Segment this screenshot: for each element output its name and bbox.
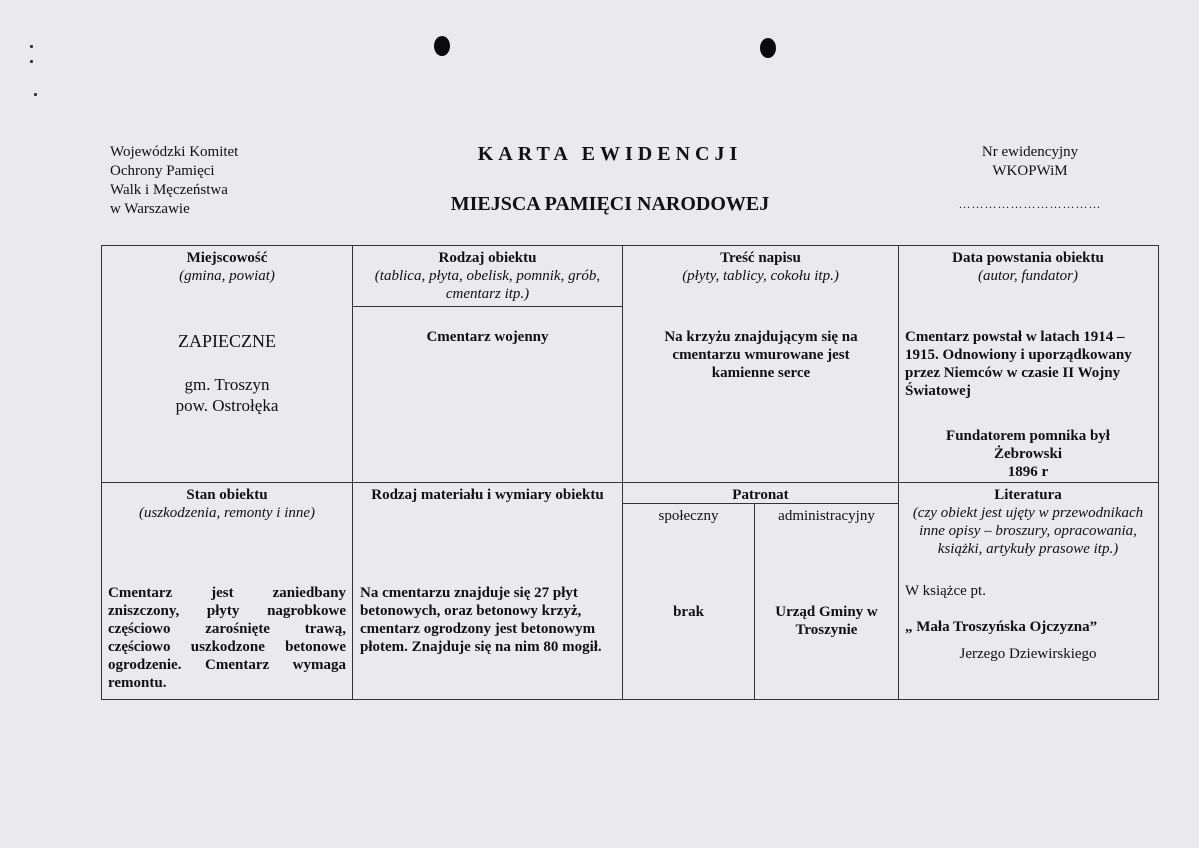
literature-author: Jerzego Dziewirskiego: [959, 646, 1097, 662]
org-line: Ochrony Pamięci: [110, 163, 215, 179]
location-commune: gm. Troszyn: [184, 375, 270, 394]
founder-name: Żebrowski: [993, 446, 1063, 462]
location-subheading: (gmina, powiat): [179, 268, 275, 284]
founder-block: [899, 427, 1157, 481]
table-divider: [754, 503, 755, 699]
punch-hole-left: [434, 36, 450, 56]
inscription-heading: Treść napisu: [720, 250, 801, 266]
table-divider: [352, 245, 353, 699]
object-type-subheading: (tablica, płyta, obelisk, pomnik, grób, cmentarz itp.): [374, 268, 601, 302]
location-value: [102, 330, 352, 416]
scan-speck: [34, 93, 37, 96]
object-type-heading: Rodzaj obiektu: [438, 250, 537, 266]
patronage-admin-label: administracyjny: [778, 508, 875, 524]
location-county: pow. Ostrołęka: [175, 396, 279, 415]
patronage-social-label: społeczny: [658, 508, 719, 524]
literature-heading: Literatura: [994, 487, 1062, 503]
founder-line: Fundatorem pomnika był: [946, 428, 1110, 444]
material-heading: Rodzaj materiału i wymiary obiektu: [371, 487, 604, 503]
org-line: Walk i Męczeństwa: [110, 182, 228, 198]
literature-book-title: „ Mała Troszyńska Ojczyzna”: [905, 619, 1098, 635]
scan-speck: [30, 45, 33, 48]
condition-cell: [102, 486, 352, 522]
table-divider: [352, 306, 622, 307]
object-type-value: Cmentarz wojenny: [426, 329, 549, 345]
registry-number-block: [940, 143, 1120, 214]
object-type-cell: [353, 249, 622, 303]
registry-number-field[interactable]: ……………………………: [958, 197, 1102, 211]
punch-hole-right: [760, 38, 776, 58]
document-title: KARTA EWIDENCJI: [477, 143, 743, 165]
table-divider: [622, 245, 623, 699]
location-name: ZAPIECZNE: [178, 331, 276, 351]
location-heading: Miejscowość: [186, 250, 268, 266]
creation-date-subheading: (autor, fundator): [977, 268, 1078, 284]
literature-subheading: (czy obiekt jest ujęty w przewodnikach inne opisy – broszury, opracowania, książki, artykuły prasowe itp.): [912, 505, 1144, 557]
condition-heading: Stan obiektu: [186, 487, 268, 503]
org-line: w Warszawie: [110, 201, 190, 217]
literature-cell: [899, 486, 1157, 558]
condition-value: Cmentarz jest zaniedbany zniszczony, płyty nagrobkowe częściowo zarośnięte trawą, częściowo uszkodzone betonowe ogrodzenie. Cmentarz wymaga remontu.: [108, 585, 346, 691]
patronage-heading: Patronat: [732, 487, 789, 503]
patronage-admin-value: Urząd Gminy w Troszynie: [775, 604, 878, 638]
table-divider: [101, 482, 1158, 483]
literature-intro: W książce pt.: [905, 583, 986, 599]
literature-value: [905, 582, 1151, 663]
creation-date-cell: [899, 249, 1157, 285]
founder-year: 1896 r: [1007, 464, 1049, 480]
creation-date-heading: Data powstania obiektu: [952, 250, 1104, 266]
patronage-social-value: brak: [673, 604, 704, 620]
inscription-cell: [623, 249, 898, 285]
organization-name: [110, 143, 238, 219]
condition-subheading: (uszkodzenia, remonty i inne): [138, 505, 316, 521]
registry-number-org: WKOPWiM: [992, 163, 1068, 179]
org-line: Wojewódzki Komitet: [110, 144, 239, 160]
location-cell: [102, 249, 352, 285]
inscription-subheading: (płyty, tablicy, cokołu itp.): [682, 268, 839, 284]
registry-number-label: Nr ewidencyjny: [981, 144, 1079, 160]
material-cell: [353, 486, 622, 504]
creation-date-value: Cmentarz powstał w latach 1914 – 1915. Odnowiony i uporządkowany przez Niemców w czasie II Wojny Światowej: [905, 329, 1132, 399]
inscription-value: Na krzyżu znajdującym się na cmentarzu wmurowane jest kamienne serce: [664, 329, 858, 381]
scan-speck: [30, 60, 33, 63]
document-subtitle: MIEJSCA PAMIĘCI NARODOWEJ: [450, 193, 770, 215]
material-value: Na cmentarzu znajduje się 27 płyt betonowych, oraz betonowy krzyż, cmentarz ogrodzony jest betonowym płotem. Znajduje się na nim 80 mogił.: [360, 585, 602, 655]
